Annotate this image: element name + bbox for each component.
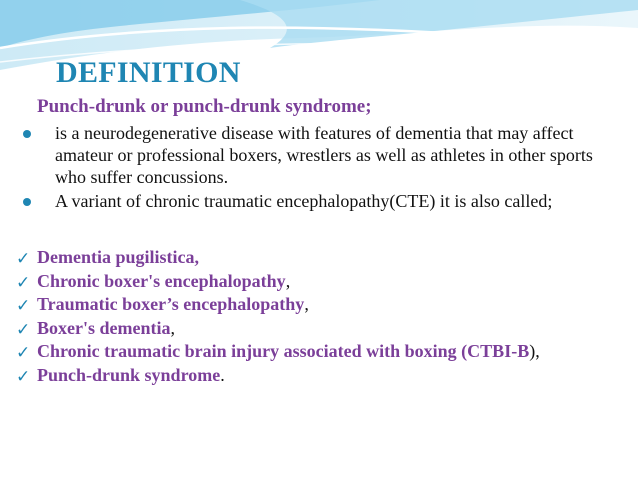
term-suffix: ),	[529, 341, 540, 361]
checkmark-icon: ✓	[16, 249, 31, 269]
bullet-text: A variant of chronic traumatic encephalopathy(CTE) it is also called;	[55, 191, 553, 211]
term-text: Punch-drunk syndrome	[37, 364, 221, 385]
list-item	[16, 270, 616, 294]
checkmark-icon: ✓	[16, 319, 31, 340]
checkmark-icon: ✓	[16, 343, 31, 363]
term-text: Traumatic boxer’s encephalopathy	[37, 294, 305, 314]
term-suffix: .	[220, 364, 225, 385]
list-item	[20, 122, 620, 188]
page-title: DEFINITION	[56, 56, 241, 89]
term-suffix: ,	[285, 270, 291, 291]
term-text: Boxer's dementia	[37, 317, 171, 338]
round-bullet-icon	[23, 130, 31, 138]
bullet-list	[20, 122, 620, 214]
term-suffix: ,	[170, 317, 175, 338]
checkmark-icon: ✓	[16, 296, 31, 316]
list-item	[16, 246, 616, 270]
term-text: Dementia pugilistica,	[37, 247, 199, 267]
bullet-text: is a neurodegenerative disease with features of dementia that may affect amateur or professional boxers, wrestlers as well as athletes in other sports who suffer concussions.	[55, 123, 593, 187]
checklist	[16, 246, 616, 387]
list-item	[16, 317, 616, 341]
checkmark-icon: ✓	[16, 272, 31, 293]
list-item	[16, 293, 616, 317]
term-suffix: ,	[304, 294, 309, 314]
round-bullet-icon	[23, 198, 31, 206]
list-item	[16, 364, 616, 388]
term-text: Chronic traumatic brain injury associated with boxing (CTBI-B	[37, 341, 530, 361]
list-item	[20, 190, 620, 212]
list-item	[16, 340, 616, 364]
slide-subtitle: Punch-drunk or punch-drunk syndrome;	[37, 96, 372, 117]
term-text: Chronic boxer's encephalopathy	[37, 270, 286, 291]
checkmark-icon: ✓	[16, 366, 31, 387]
